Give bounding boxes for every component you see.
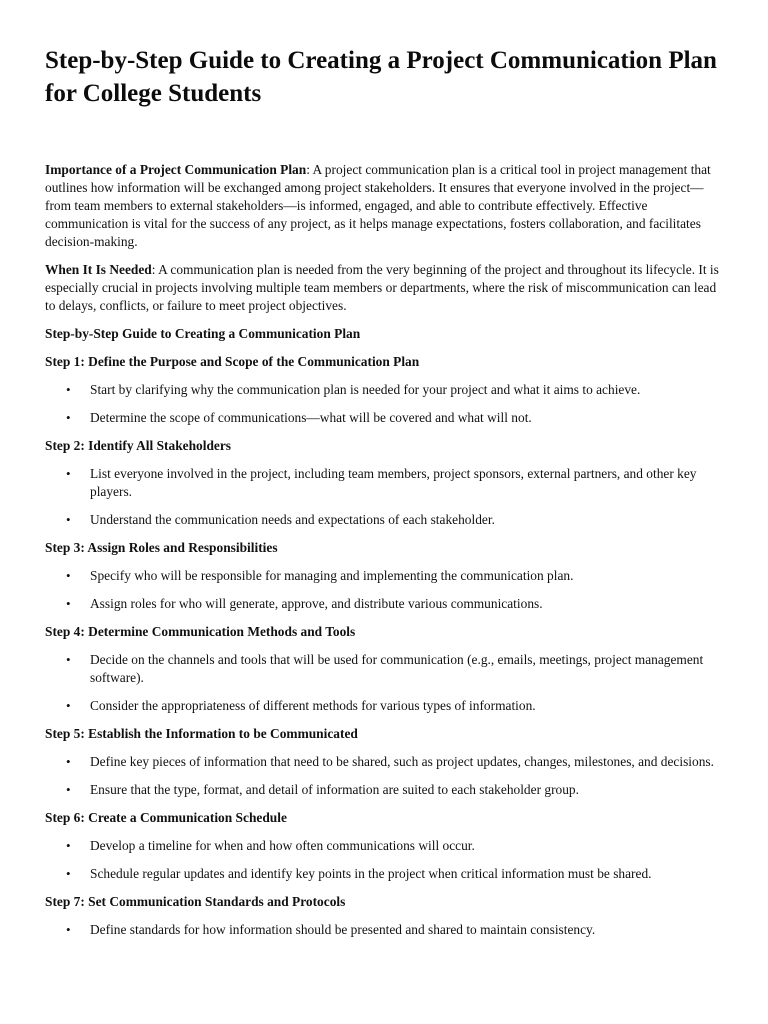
list-item: • Start by clarifying why the communication plan is needed for your project and what it aims to achieve. <box>45 381 725 399</box>
list-item: • List everyone involved in the project, including team members, project sponsors, external partners, and other key players. <box>45 465 725 501</box>
step-6-list <box>45 837 725 883</box>
when-needed-label: When It Is Needed <box>45 262 152 277</box>
page-title: Step-by-Step Guide to Creating a Project Communication Plan for College Students <box>45 47 717 107</box>
step-5-list <box>45 753 725 799</box>
step-1-list <box>45 381 725 427</box>
when-needed-paragraph <box>45 261 725 315</box>
step-3-heading: Step 3: Assign Roles and Responsibilities <box>45 540 278 555</box>
document-body <box>45 161 725 949</box>
list-item: • Understand the communication needs and expectations of each stakeholder. <box>45 511 725 529</box>
step-6-heading: Step 6: Create a Communication Schedule <box>45 810 287 825</box>
list-item: • Consider the appropriateness of different methods for various types of information. <box>45 697 725 715</box>
list-item: • Ensure that the type, format, and detail of information are suited to each stakeholder group. <box>45 781 725 799</box>
list-item: • Schedule regular updates and identify key points in the project when critical information must be shared. <box>45 865 725 883</box>
list-item: • Define key pieces of information that need to be shared, such as project updates, changes, milestones, and decisions. <box>45 753 725 771</box>
list-item: • Decide on the channels and tools that will be used for communication (e.g., emails, meetings, project management software). <box>45 651 725 687</box>
list-item: • Determine the scope of communications—what will be covered and what will not. <box>45 409 725 427</box>
step-7-list <box>45 921 725 939</box>
list-item: • Assign roles for who will generate, approve, and distribute various communications. <box>45 595 725 613</box>
step-2-list <box>45 465 725 529</box>
importance-paragraph <box>45 161 725 251</box>
list-item: • Define standards for how information should be presented and shared to maintain consistency. <box>45 921 725 939</box>
step-4-heading: Step 4: Determine Communication Methods and Tools <box>45 624 356 639</box>
step-7-heading: Step 7: Set Communication Standards and Protocols <box>45 894 346 909</box>
when-needed-text: : A communication plan is needed from the very beginning of the project and throughout its lifecycle. It is especially crucial in projects involving multiple team members or departments, where the risk of miscommunication can lead to delays, conflicts, or failure to meet project objectives. <box>45 262 719 313</box>
importance-label: Importance of a Project Communication Plan <box>45 162 307 177</box>
step-4-list <box>45 651 725 715</box>
list-item: • Develop a timeline for when and how often communications will occur. <box>45 837 725 855</box>
step-3-list <box>45 567 725 613</box>
step-1-heading: Step 1: Define the Purpose and Scope of the Communication Plan <box>45 354 420 369</box>
list-item: • Specify who will be responsible for managing and implementing the communication plan. <box>45 567 725 585</box>
guide-heading: Step-by-Step Guide to Creating a Communication Plan <box>45 326 361 341</box>
step-2-heading: Step 2: Identify All Stakeholders <box>45 438 231 453</box>
step-5-heading: Step 5: Establish the Information to be Communicated <box>45 726 358 741</box>
importance-text: : A project communication plan is a critical tool in project management that outlines how information will be exchanged among project stakeholders. It ensures that everyone involved in the project—from team members to external stakeholders—is informed, engaged, and able to contribute effectively. Effective communication is vital for the success of any project, as it helps manage expectations, fosters collaboration, and facilitates decision-making. <box>45 162 711 249</box>
